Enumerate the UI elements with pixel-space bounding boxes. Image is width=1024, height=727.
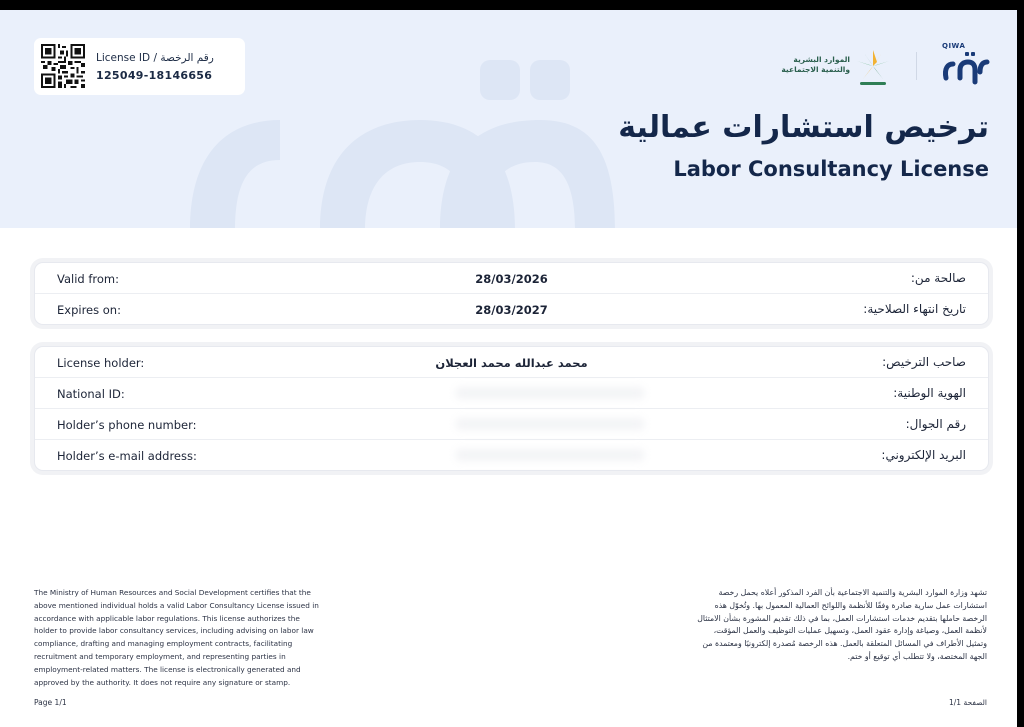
holder-label-en: National ID: [57, 387, 125, 401]
holder-card [34, 346, 989, 471]
ministry-emblem-icon [852, 48, 894, 88]
page-number-ar: الصفحة 1/1 [949, 698, 987, 707]
page-number-en: Page 1/1 [34, 698, 67, 707]
title-arabic: ترخيص استشارات عمالية [618, 110, 989, 145]
redacted-value [455, 418, 645, 430]
license-id-card [34, 38, 245, 95]
validity-card [34, 262, 989, 325]
qiwa-logo-icon [940, 52, 992, 86]
holder-label-ar: صاحب الترخيص: [882, 355, 966, 369]
certification-text-ar: تشهد وزارة الموارد البشرية والتنمية الاجتماعية بأن الفرد المذكور أعلاه يحمل رخصة استشارات عمل سارية صادرة وفقًا للأنظمة واللوائح العمالية المعمول بها. وتُخوّل هذه الرخصة حاملها بتقديم خدمات استشارات العمل، بما في ذلك تقديم المشورة بشأن الامتثال لأنظمة العمل، وصياغة وإدارة عقود العمل، وتسهيل عمليات التوظيف والعمل المؤقت، وتمثيل الأطراف في المسائل المتعلقة بالعمل. هذه الرخصة مُصدرة إلكترونيًا ومعتمدة من الجهة المختصة، ولا تتطلب أي توقيع أو ختم. [697, 588, 987, 661]
ministry-logo [778, 48, 898, 88]
holder-label-en: Holder’s e-mail address: [57, 449, 197, 463]
license-id-label: License ID / رقم الرخصة [96, 52, 214, 64]
validity-label-en: Expires on: [57, 303, 121, 317]
header-banner [0, 10, 1017, 228]
validity-value: 28/03/2027 [475, 303, 548, 317]
holder-row [35, 347, 988, 378]
validity-label-ar: صالحة من: [910, 271, 966, 285]
holder-row [35, 378, 988, 409]
ministry-name-line1: الموارد البشرية [793, 55, 850, 64]
redacted-value [455, 387, 645, 399]
certification-text-en: The Ministry of Human Resources and Social Development certifies that the above mentioned individual holds a valid Labor Consultancy License issued in accordance with applicable labor regulations. This license authorizes the holder to provide labor consultancy services, including advising on labor law compliance, drafting and managing employment contracts, facilitating recruitment and temporary employment, and representing parties in employment-related matters. The license is electronically generated and approved by the authority. It does not require any signature or stamp. [34, 588, 319, 687]
license-page [0, 10, 1017, 727]
holder-row [35, 409, 988, 440]
holder-row [35, 440, 988, 470]
holder-label-ar: الهوية الوطنية: [893, 386, 966, 400]
redacted-value [455, 449, 645, 461]
holder-label-en: Holder’s phone number: [57, 418, 197, 432]
holder-value: محمد عبدالله محمد العجلان [435, 356, 588, 370]
logo-divider [916, 52, 917, 80]
title-english: Labor Consultancy License [673, 157, 989, 181]
validity-label-ar: تاريخ انتهاء الصلاحية: [863, 302, 966, 316]
holder-label-ar: البريد الإلكتروني: [881, 448, 966, 462]
qiwa-label: QIWA [942, 42, 966, 50]
ministry-name-line2: والتنمية الاجتماعية [781, 65, 850, 74]
validity-row [35, 263, 988, 294]
validity-row [35, 294, 988, 324]
qr-code-icon [41, 44, 85, 88]
holder-label-en: License holder: [57, 356, 145, 370]
validity-value: 28/03/2026 [475, 272, 548, 286]
holder-label-ar: رقم الجوال: [905, 417, 966, 431]
license-id-value: 125049-18146656 [96, 69, 213, 82]
validity-label-en: Valid from: [57, 272, 120, 286]
